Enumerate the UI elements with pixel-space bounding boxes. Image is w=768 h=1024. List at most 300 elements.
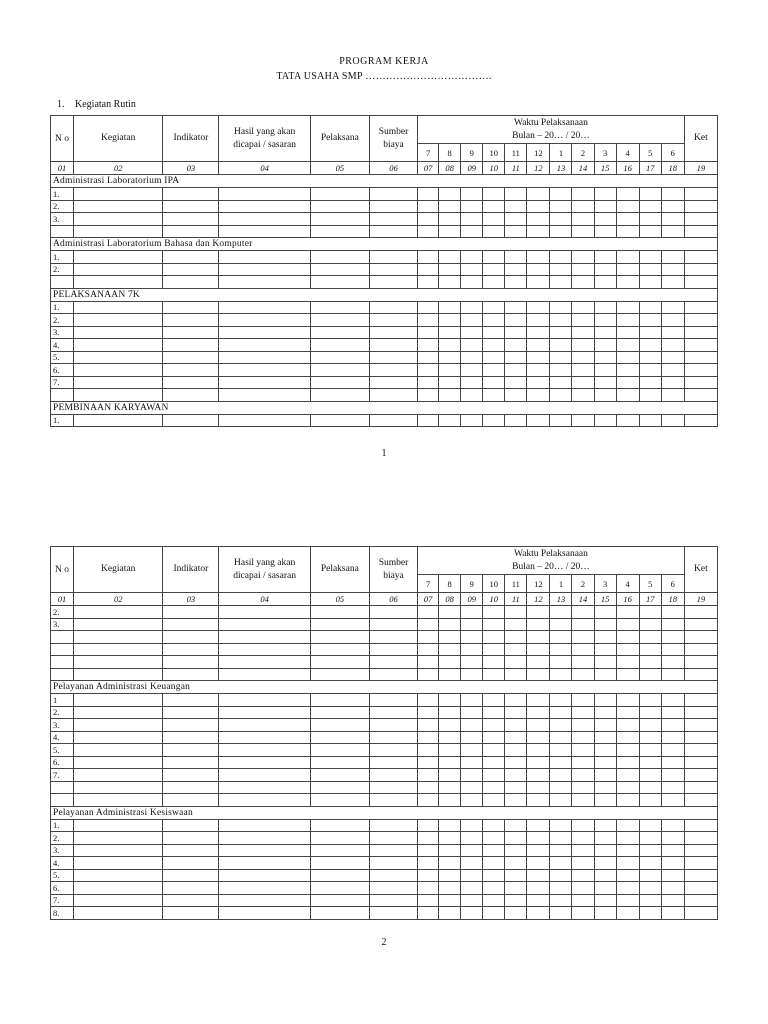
table-cell[interactable] — [550, 781, 572, 794]
table-cell[interactable] — [550, 631, 572, 644]
table-cell[interactable] — [684, 668, 717, 681]
table-cell[interactable] — [527, 251, 550, 264]
table-cell[interactable] — [505, 769, 527, 782]
table-cell[interactable] — [219, 769, 310, 782]
table-cell[interactable] — [594, 351, 616, 364]
table-cell[interactable] — [461, 731, 483, 744]
table-cell[interactable] — [74, 769, 163, 782]
table-cell[interactable] — [369, 731, 417, 744]
table-cell[interactable] — [310, 744, 369, 757]
table-cell[interactable] — [219, 643, 310, 656]
table-cell[interactable] — [527, 618, 550, 631]
table-cell[interactable] — [684, 326, 717, 339]
table-cell[interactable] — [616, 188, 639, 201]
table-cell[interactable] — [594, 656, 616, 669]
table-cell[interactable] — [661, 719, 684, 732]
table-cell[interactable] — [74, 694, 163, 707]
table-cell[interactable] — [74, 188, 163, 201]
table-cell[interactable] — [483, 314, 505, 327]
table-cell[interactable] — [483, 606, 505, 619]
table-cell[interactable] — [74, 656, 163, 669]
table-cell[interactable] — [163, 719, 219, 732]
table-cell[interactable] — [616, 314, 639, 327]
table-cell[interactable] — [439, 643, 461, 656]
table-cell[interactable] — [74, 643, 163, 656]
table-cell[interactable] — [572, 606, 594, 619]
table-cell[interactable] — [616, 263, 639, 276]
table-cell[interactable] — [219, 907, 310, 920]
table-cell[interactable] — [163, 744, 219, 757]
table-cell[interactable] — [483, 263, 505, 276]
table-cell[interactable] — [527, 668, 550, 681]
table-cell[interactable] — [418, 794, 439, 807]
table-cell[interactable] — [550, 643, 572, 656]
table-cell[interactable] — [483, 364, 505, 377]
table-cell[interactable] — [550, 719, 572, 732]
table-cell[interactable] — [572, 188, 594, 201]
table-cell[interactable] — [369, 618, 417, 631]
table-cell[interactable] — [572, 668, 594, 681]
table-cell[interactable] — [439, 894, 461, 907]
table-cell[interactable] — [661, 376, 684, 389]
table-cell[interactable] — [418, 351, 439, 364]
table-cell[interactable] — [369, 907, 417, 920]
table-cell[interactable] — [369, 389, 417, 402]
table-cell[interactable] — [684, 907, 717, 920]
table-cell[interactable] — [639, 301, 661, 314]
table-cell[interactable] — [505, 643, 527, 656]
table-cell[interactable] — [572, 326, 594, 339]
table-cell[interactable] — [616, 744, 639, 757]
table-cell[interactable] — [483, 631, 505, 644]
table-cell[interactable] — [684, 656, 717, 669]
table-cell[interactable] — [572, 832, 594, 845]
table-cell[interactable] — [163, 907, 219, 920]
table-cell[interactable] — [369, 819, 417, 832]
table-cell[interactable] — [74, 819, 163, 832]
table-cell[interactable] — [616, 781, 639, 794]
table-cell[interactable] — [74, 706, 163, 719]
table-cell[interactable] — [418, 694, 439, 707]
table-cell[interactable] — [461, 719, 483, 732]
table-cell[interactable] — [219, 869, 310, 882]
table-cell[interactable] — [572, 869, 594, 882]
table-cell[interactable] — [684, 213, 717, 226]
table-cell[interactable] — [74, 414, 163, 427]
table-cell[interactable] — [418, 339, 439, 352]
table-cell[interactable] — [418, 225, 439, 238]
table-cell[interactable] — [661, 339, 684, 352]
table-cell[interactable] — [639, 276, 661, 289]
table-cell[interactable] — [483, 326, 505, 339]
table-cell[interactable] — [527, 339, 550, 352]
table-cell[interactable] — [219, 251, 310, 264]
table-cell[interactable] — [369, 894, 417, 907]
table-cell[interactable] — [684, 188, 717, 201]
table-cell[interactable] — [369, 376, 417, 389]
table-cell[interactable] — [310, 756, 369, 769]
table-cell[interactable] — [74, 756, 163, 769]
table-cell[interactable] — [74, 351, 163, 364]
table-cell[interactable] — [527, 376, 550, 389]
table-cell[interactable] — [661, 656, 684, 669]
table-cell[interactable] — [505, 200, 527, 213]
table-cell[interactable] — [74, 200, 163, 213]
table-cell[interactable] — [483, 200, 505, 213]
table-cell[interactable] — [483, 694, 505, 707]
table-cell[interactable] — [505, 618, 527, 631]
table-cell[interactable] — [505, 844, 527, 857]
table-cell[interactable] — [418, 618, 439, 631]
table-cell[interactable] — [505, 694, 527, 707]
table-cell[interactable] — [483, 794, 505, 807]
table-cell[interactable] — [572, 819, 594, 832]
table-cell[interactable] — [572, 225, 594, 238]
table-cell[interactable] — [483, 668, 505, 681]
table-cell[interactable] — [163, 857, 219, 870]
table-cell[interactable] — [310, 364, 369, 377]
table-cell[interactable] — [74, 794, 163, 807]
table-cell[interactable] — [418, 744, 439, 757]
table-cell[interactable] — [594, 251, 616, 264]
table-cell[interactable] — [418, 819, 439, 832]
table-cell[interactable] — [661, 769, 684, 782]
table-cell[interactable] — [483, 706, 505, 719]
table-cell[interactable] — [461, 769, 483, 782]
table-cell[interactable] — [483, 188, 505, 201]
table-cell[interactable] — [163, 606, 219, 619]
table-cell[interactable] — [661, 414, 684, 427]
table-cell[interactable] — [572, 618, 594, 631]
table-cell[interactable] — [461, 414, 483, 427]
table-cell[interactable] — [461, 882, 483, 895]
table-cell[interactable] — [661, 314, 684, 327]
table-cell[interactable] — [505, 907, 527, 920]
table-cell[interactable] — [369, 668, 417, 681]
table-cell[interactable] — [163, 339, 219, 352]
table-cell[interactable] — [439, 276, 461, 289]
table-cell[interactable] — [74, 301, 163, 314]
table-cell[interactable] — [483, 744, 505, 757]
table-cell[interactable] — [483, 643, 505, 656]
table-cell[interactable] — [483, 882, 505, 895]
table-cell[interactable] — [661, 832, 684, 845]
table-cell[interactable] — [505, 276, 527, 289]
table-cell[interactable] — [310, 832, 369, 845]
table-cell[interactable] — [163, 844, 219, 857]
table-cell[interactable] — [661, 894, 684, 907]
table-cell[interactable] — [527, 819, 550, 832]
table-cell[interactable] — [616, 389, 639, 402]
table-cell[interactable] — [661, 263, 684, 276]
table-cell[interactable] — [74, 631, 163, 644]
table-cell[interactable] — [594, 756, 616, 769]
table-cell[interactable] — [219, 301, 310, 314]
table-cell[interactable] — [684, 731, 717, 744]
table-cell[interactable] — [310, 351, 369, 364]
table-cell[interactable] — [684, 706, 717, 719]
table-cell[interactable] — [550, 907, 572, 920]
table-cell[interactable] — [439, 606, 461, 619]
table-cell[interactable] — [461, 832, 483, 845]
table-cell[interactable] — [310, 251, 369, 264]
table-cell[interactable] — [483, 819, 505, 832]
table-cell[interactable] — [310, 819, 369, 832]
table-cell[interactable] — [439, 200, 461, 213]
table-cell[interactable] — [461, 364, 483, 377]
table-cell[interactable] — [661, 351, 684, 364]
table-cell[interactable] — [74, 869, 163, 882]
table-cell[interactable] — [505, 376, 527, 389]
table-cell[interactable] — [74, 326, 163, 339]
table-cell[interactable] — [369, 263, 417, 276]
table-cell[interactable] — [418, 414, 439, 427]
table-cell[interactable] — [310, 656, 369, 669]
table-cell[interactable] — [527, 276, 550, 289]
table-cell[interactable] — [219, 276, 310, 289]
table-cell[interactable] — [163, 781, 219, 794]
table-cell[interactable] — [550, 894, 572, 907]
table-cell[interactable] — [527, 326, 550, 339]
table-cell[interactable] — [439, 694, 461, 707]
table-cell[interactable] — [163, 213, 219, 226]
table-cell[interactable] — [219, 225, 310, 238]
table-cell[interactable] — [684, 744, 717, 757]
table-cell[interactable] — [310, 694, 369, 707]
table-cell[interactable] — [483, 656, 505, 669]
table-cell[interactable] — [461, 656, 483, 669]
table-cell[interactable] — [594, 314, 616, 327]
table-cell[interactable] — [74, 618, 163, 631]
table-cell[interactable] — [461, 263, 483, 276]
table-cell[interactable] — [684, 364, 717, 377]
table-cell[interactable] — [505, 314, 527, 327]
table-cell[interactable] — [527, 389, 550, 402]
table-cell[interactable] — [661, 844, 684, 857]
table-cell[interactable] — [219, 882, 310, 895]
table-cell[interactable] — [163, 251, 219, 264]
table-cell[interactable] — [594, 844, 616, 857]
table-cell[interactable] — [505, 263, 527, 276]
table-cell[interactable] — [616, 731, 639, 744]
table-cell[interactable] — [483, 376, 505, 389]
table-cell[interactable] — [219, 857, 310, 870]
table-cell[interactable] — [439, 213, 461, 226]
table-cell[interactable] — [74, 719, 163, 732]
table-cell[interactable] — [163, 263, 219, 276]
table-cell[interactable] — [74, 731, 163, 744]
table-cell[interactable] — [661, 643, 684, 656]
table-cell[interactable] — [219, 339, 310, 352]
table-cell[interactable] — [505, 668, 527, 681]
table-cell[interactable] — [461, 756, 483, 769]
table-cell[interactable] — [219, 376, 310, 389]
table-cell[interactable] — [527, 756, 550, 769]
table-cell[interactable] — [163, 276, 219, 289]
table-cell[interactable] — [163, 326, 219, 339]
table-cell[interactable] — [418, 188, 439, 201]
table-cell[interactable] — [594, 276, 616, 289]
table-cell[interactable] — [310, 706, 369, 719]
table-cell[interactable] — [439, 832, 461, 845]
table-cell[interactable] — [594, 339, 616, 352]
table-cell[interactable] — [527, 882, 550, 895]
table-cell[interactable] — [163, 643, 219, 656]
table-cell[interactable] — [639, 188, 661, 201]
table-cell[interactable] — [163, 376, 219, 389]
table-cell[interactable] — [594, 832, 616, 845]
table-cell[interactable] — [439, 719, 461, 732]
table-cell[interactable] — [418, 769, 439, 782]
table-cell[interactable] — [310, 376, 369, 389]
table-cell[interactable] — [572, 781, 594, 794]
table-cell[interactable] — [616, 756, 639, 769]
table-cell[interactable] — [483, 225, 505, 238]
table-cell[interactable] — [163, 314, 219, 327]
table-cell[interactable] — [661, 631, 684, 644]
table-cell[interactable] — [74, 832, 163, 845]
table-cell[interactable] — [483, 719, 505, 732]
table-cell[interactable] — [439, 301, 461, 314]
table-cell[interactable] — [684, 769, 717, 782]
table-cell[interactable] — [418, 376, 439, 389]
table-cell[interactable] — [439, 819, 461, 832]
table-cell[interactable] — [369, 251, 417, 264]
table-cell[interactable] — [550, 706, 572, 719]
table-cell[interactable] — [661, 731, 684, 744]
table-cell[interactable] — [572, 706, 594, 719]
table-cell[interactable] — [639, 769, 661, 782]
table-cell[interactable] — [639, 376, 661, 389]
table-cell[interactable] — [572, 744, 594, 757]
table-cell[interactable] — [594, 857, 616, 870]
table-cell[interactable] — [483, 857, 505, 870]
table-cell[interactable] — [505, 631, 527, 644]
table-cell[interactable] — [418, 882, 439, 895]
table-cell[interactable] — [310, 339, 369, 352]
table-cell[interactable] — [684, 894, 717, 907]
table-cell[interactable] — [572, 857, 594, 870]
table-cell[interactable] — [418, 857, 439, 870]
table-cell[interactable] — [505, 301, 527, 314]
table-cell[interactable] — [616, 857, 639, 870]
table-cell[interactable] — [616, 339, 639, 352]
table-cell[interactable] — [219, 263, 310, 276]
table-cell[interactable] — [527, 706, 550, 719]
table-cell[interactable] — [550, 251, 572, 264]
table-cell[interactable] — [74, 894, 163, 907]
table-cell[interactable] — [527, 631, 550, 644]
table-cell[interactable] — [550, 225, 572, 238]
table-cell[interactable] — [310, 844, 369, 857]
table-cell[interactable] — [461, 907, 483, 920]
table-cell[interactable] — [439, 781, 461, 794]
table-cell[interactable] — [616, 832, 639, 845]
table-cell[interactable] — [616, 376, 639, 389]
table-cell[interactable] — [461, 606, 483, 619]
table-cell[interactable] — [310, 882, 369, 895]
table-cell[interactable] — [550, 376, 572, 389]
table-cell[interactable] — [572, 376, 594, 389]
table-cell[interactable] — [505, 857, 527, 870]
table-cell[interactable] — [684, 376, 717, 389]
table-cell[interactable] — [572, 656, 594, 669]
table-cell[interactable] — [616, 668, 639, 681]
table-cell[interactable] — [550, 832, 572, 845]
table-cell[interactable] — [527, 364, 550, 377]
table-cell[interactable] — [572, 631, 594, 644]
table-cell[interactable] — [74, 364, 163, 377]
table-cell[interactable] — [639, 781, 661, 794]
table-cell[interactable] — [369, 744, 417, 757]
table-cell[interactable] — [163, 301, 219, 314]
table-cell[interactable] — [310, 188, 369, 201]
table-cell[interactable] — [418, 389, 439, 402]
table-cell[interactable] — [418, 213, 439, 226]
table-cell[interactable] — [572, 694, 594, 707]
table-cell[interactable] — [527, 606, 550, 619]
table-cell[interactable] — [369, 769, 417, 782]
table-cell[interactable] — [219, 188, 310, 201]
table-cell[interactable] — [550, 694, 572, 707]
table-cell[interactable] — [616, 907, 639, 920]
table-cell[interactable] — [418, 907, 439, 920]
table-cell[interactable] — [661, 882, 684, 895]
table-cell[interactable] — [369, 857, 417, 870]
table-cell[interactable] — [527, 731, 550, 744]
table-cell[interactable] — [527, 844, 550, 857]
table-cell[interactable] — [527, 263, 550, 276]
table-cell[interactable] — [163, 389, 219, 402]
table-cell[interactable] — [572, 769, 594, 782]
table-cell[interactable] — [439, 631, 461, 644]
table-cell[interactable] — [639, 618, 661, 631]
table-cell[interactable] — [550, 351, 572, 364]
table-cell[interactable] — [439, 225, 461, 238]
table-cell[interactable] — [461, 213, 483, 226]
table-cell[interactable] — [483, 907, 505, 920]
table-cell[interactable] — [550, 756, 572, 769]
table-cell[interactable] — [369, 869, 417, 882]
table-cell[interactable] — [661, 781, 684, 794]
table-cell[interactable] — [639, 213, 661, 226]
table-cell[interactable] — [418, 606, 439, 619]
table-cell[interactable] — [418, 719, 439, 732]
table-cell[interactable] — [418, 631, 439, 644]
table-cell[interactable] — [219, 606, 310, 619]
table-cell[interactable] — [310, 719, 369, 732]
table-cell[interactable] — [594, 263, 616, 276]
table-cell[interactable] — [594, 731, 616, 744]
table-cell[interactable] — [639, 351, 661, 364]
table-cell[interactable] — [439, 656, 461, 669]
table-cell[interactable] — [616, 301, 639, 314]
table-cell[interactable] — [684, 631, 717, 644]
table-cell[interactable] — [483, 351, 505, 364]
table-cell[interactable] — [310, 276, 369, 289]
table-cell[interactable] — [550, 339, 572, 352]
table-cell[interactable] — [74, 263, 163, 276]
table-cell[interactable] — [439, 869, 461, 882]
table-cell[interactable] — [572, 756, 594, 769]
table-cell[interactable] — [550, 326, 572, 339]
table-cell[interactable] — [310, 869, 369, 882]
table-cell[interactable] — [661, 200, 684, 213]
table-cell[interactable] — [684, 869, 717, 882]
table-cell[interactable] — [527, 781, 550, 794]
table-cell[interactable] — [461, 631, 483, 644]
table-cell[interactable] — [219, 668, 310, 681]
